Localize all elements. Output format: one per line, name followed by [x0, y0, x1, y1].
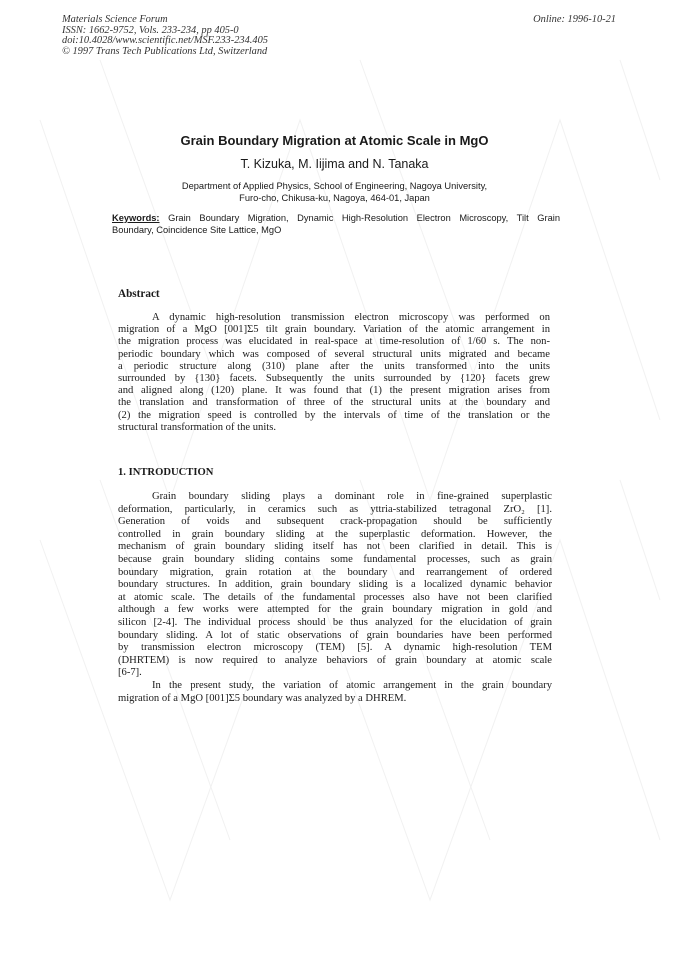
- keywords-block: [112, 212, 560, 236]
- issn-line: ISSN: 1662-9752, Vols. 233-234, pp 405-0: [62, 24, 239, 36]
- intro-line: although a few works were attempted for the grain boundary migration in gold and: [118, 604, 552, 616]
- abstract-heading: Abstract: [118, 288, 160, 300]
- affiliation-line: Department of Applied Physics, School of Engineering, Nagoya University,: [181, 181, 488, 191]
- abstract-line: a periodic structure along (310) plane after the units transformed into the units: [118, 360, 550, 372]
- intro-line: controlled in grain boundary sliding at the superplastic deformation. However, the: [118, 528, 552, 540]
- keywords-label: Keywords:: [112, 213, 160, 223]
- intro-line: because grain boundary sliding contains some fundamental processes, such as grain: [118, 553, 552, 565]
- abstract-line: structural transformation of the units.: [118, 421, 276, 433]
- intro-line: (DHRTEM) is now required to analyze behaviors of grain boundary at atomic scale: [118, 654, 552, 666]
- keywords-line: Boundary, Coincidence Site Lattice, MgO: [112, 225, 282, 236]
- abstract-line: surrounded by {130} facets. Subsequently the units surrounded by {120} facets grew: [118, 372, 550, 384]
- intro-line: boundary migration, grain rotation at the boundary and rearrangement of ordered: [118, 566, 552, 578]
- abstract-line: A dynamic high-resolution transmission electron microscopy was performed on: [152, 312, 550, 323]
- intro-line: at atomic scale. The details of the fundamental processes also have not been clarified: [118, 591, 552, 603]
- intro-line: migration of a MgO [001]Σ5 boundary was analyzed by a DHREM.: [118, 692, 407, 704]
- online-date: Online: 1996-10-21: [533, 14, 616, 25]
- intro-line: [6-7].: [118, 667, 142, 679]
- abstract-line: the translation and transformation of three of the structural units at the boundary and: [118, 397, 550, 409]
- introduction-body: [118, 491, 552, 705]
- journal-name: Materials Science Forum: [62, 14, 168, 25]
- abstract-line: and aligned along (120) plane. It was found that (1) the present migration arises from: [118, 385, 550, 397]
- journal-header: [62, 15, 268, 57]
- affiliation-line: Furo-cho, Chikusa-ku, Nagoya, 464-01, Japan: [239, 193, 430, 203]
- introduction-heading: 1. INTRODUCTION: [118, 467, 214, 478]
- copyright-line: © 1997 Trans Tech Publications Ltd, Switzerland: [62, 45, 268, 57]
- intro-line: boundary sliding. A lot of static observations of grain boundaries have been performed: [118, 629, 552, 641]
- abstract-line: migration of a MgO [001]Σ5 tilt grain boundary. Variation of the atomic arrangement in: [118, 324, 550, 336]
- intro-line: In the present study, the variation of atomic arrangement in the grain boundary: [152, 679, 552, 691]
- intro-line: by transmission electron microscopy (TEM) [5]. A dynamic high-resolution TEM: [118, 642, 552, 654]
- abstract-line: the migration process was elucidated in real-space at time-resolution of 1/60 s. The non-: [118, 336, 550, 348]
- keywords-line: [112, 212, 560, 224]
- abstract-line: periodic boundary which was composed of several structural units migrated and became: [118, 348, 550, 360]
- paper-title: Grain Boundary Migration at Atomic Scale in MgO: [180, 133, 489, 148]
- intro-line: deformation, particularly, in ceramics such as yttria-stabilized tetragonal ZrO₂ [1].: [118, 503, 552, 515]
- keywords-text: Grain Boundary Migration, Dynamic High-Resolution Electron Microscopy, Tilt Grain: [168, 213, 560, 223]
- abstract-line: (2) the migration speed is controlled by the intervals of time of the translation or the: [118, 409, 550, 421]
- affiliation: [112, 180, 557, 204]
- intro-line: mechanism of grain boundary sliding itself has not been clarified in detail. This is: [118, 541, 552, 553]
- doi-line: doi:10.4028/www.scientific.net/MSF.233-234.405: [62, 35, 268, 47]
- intro-line: silicon [2-4]. The individual process should be thus analyzed for the elucidation of grain: [118, 616, 552, 628]
- intro-line: Generation of voids and subsequent crack-propagation should be sufficiently: [118, 516, 552, 528]
- intro-line: Grain boundary sliding plays a dominant role in fine-grained superplastic: [152, 491, 552, 502]
- intro-line: boundary structures. In addition, grain boundary sliding is a localized dynamic behavior: [118, 579, 552, 591]
- paper-authors: T. Kizuka, M. Iijima and N. Tanaka: [240, 157, 429, 171]
- abstract-body: [118, 312, 550, 434]
